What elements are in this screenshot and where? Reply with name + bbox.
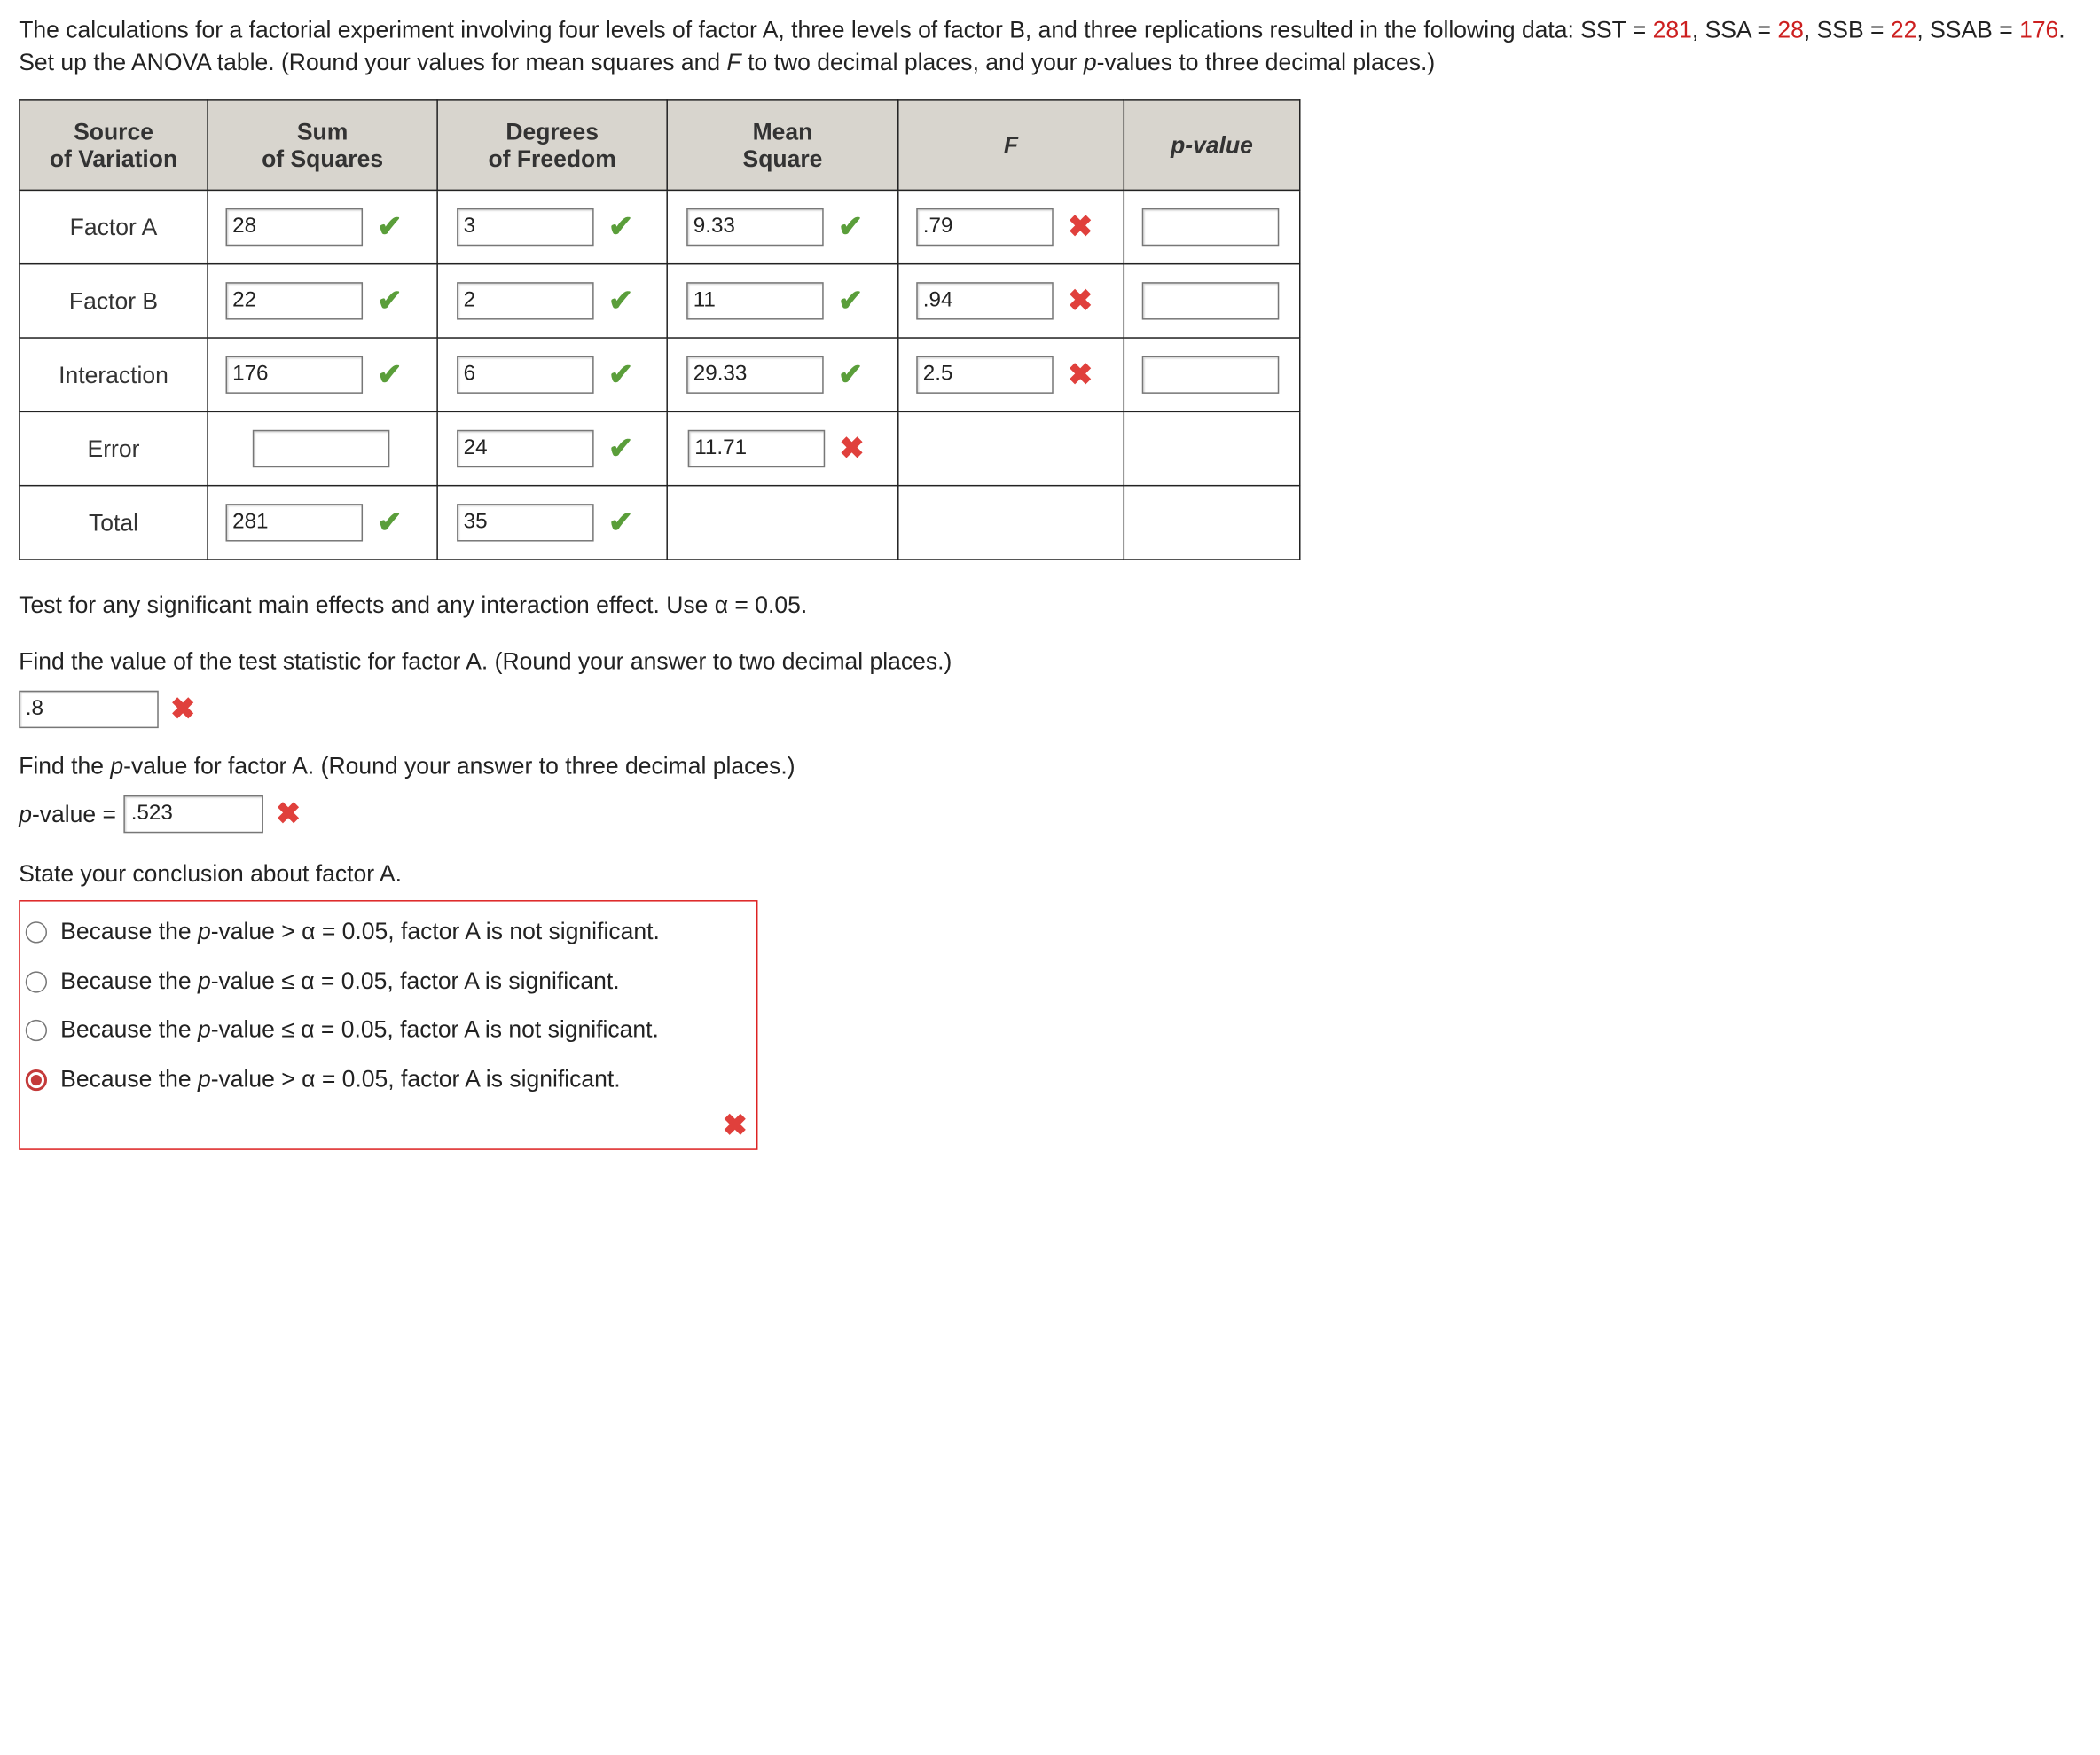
x-mark-icon: ✖ (1068, 283, 1093, 317)
question-test-statistic: Find the value of the test statistic for factor A. (Round your answer to two decimal places.) (19, 647, 952, 675)
checkmark-icon: ✔ (607, 356, 633, 391)
choice-option[interactable]: Because the p -value ≤ α = 0.05, factor A is not significant. (26, 1015, 659, 1044)
ss-input[interactable] (226, 208, 364, 246)
p-value-label: -value = (31, 800, 117, 827)
radio-button[interactable] (26, 971, 47, 992)
ssb-value: 22 (1890, 16, 1917, 43)
df-input[interactable] (457, 356, 594, 393)
ssa-value: 28 (1777, 16, 1804, 43)
header-sum-of-squares: Sum of Squares (208, 100, 437, 191)
prompt-text: , SSAB = (1916, 16, 2020, 43)
checkmark-icon: ✔ (607, 431, 633, 466)
prompt-text: The calculations for a factorial experiment involving four levels of factor A, three levels of factor B, and three replications resulted in the following data: SST = (19, 16, 1653, 43)
table-row (20, 486, 1300, 560)
row-label: Factor A (20, 190, 208, 263)
ms-input[interactable] (686, 208, 824, 246)
prompt-text: -values to three decimal places.) (1096, 48, 1436, 75)
row-label: Factor B (20, 264, 208, 338)
choice-option[interactable]: Because the p -value > α = 0.05, factor A is significant. (26, 1065, 621, 1093)
table-header-row (20, 100, 1300, 191)
row-label: Error (20, 411, 208, 485)
ss-input[interactable] (226, 356, 364, 393)
f-input[interactable] (916, 208, 1054, 246)
x-mark-icon: ✖ (170, 692, 196, 726)
p-value-input[interactable] (1142, 356, 1280, 393)
sst-value: 281 (1652, 16, 1692, 43)
header-mean-square: Mean Square (667, 100, 898, 191)
x-mark-icon: ✖ (839, 431, 865, 466)
anova-table (19, 99, 1300, 560)
ssab-value: 176 (2019, 16, 2059, 43)
question-p-value: Find the p-value for factor A. (Round your answer to three decimal places.) (19, 752, 795, 780)
checkmark-icon: ✔ (607, 505, 633, 539)
ss-input[interactable] (253, 430, 390, 467)
ms-input[interactable] (686, 356, 824, 393)
header-degrees-of-freedom: Degrees of Freedom (437, 100, 667, 191)
p-value-input[interactable] (1142, 282, 1280, 319)
prompt-text: to two decimal places, and your (740, 48, 1084, 75)
checkmark-icon: ✔ (607, 209, 633, 244)
df-input[interactable] (457, 208, 594, 246)
ms-input[interactable] (686, 282, 824, 319)
ss-input[interactable] (226, 282, 364, 319)
p-value-input[interactable] (1142, 208, 1280, 246)
prompt-text: , SSA = (1691, 16, 1778, 43)
header-f: F (898, 100, 1124, 191)
choice-option[interactable]: Because the p -value > α = 0.05, factor A is not significant. (26, 918, 660, 946)
table-row (20, 190, 1300, 263)
x-mark-icon: ✖ (722, 1108, 748, 1142)
checkmark-icon: ✔ (377, 505, 403, 539)
prompt-p: p (1083, 48, 1097, 75)
radio-button-selected[interactable] (26, 1069, 47, 1090)
checkmark-icon: ✔ (377, 356, 403, 391)
radio-button[interactable] (26, 1019, 47, 1040)
f-input[interactable] (916, 282, 1054, 319)
ms-input[interactable] (688, 430, 826, 467)
p-value-answer (19, 795, 307, 833)
checkmark-icon: ✔ (607, 283, 633, 317)
conclusion-prompt: State your conclusion about factor A. (19, 859, 403, 887)
table-row (20, 338, 1300, 411)
x-mark-icon: ✖ (1068, 356, 1093, 391)
df-input[interactable] (457, 430, 594, 467)
test-instruction: Test for any significant main effects and any interaction effect. Use α = 0.05. (19, 591, 808, 618)
row-label: Interaction (20, 338, 208, 411)
conclusion-choices (19, 900, 757, 1150)
p-value-label: p (19, 800, 32, 827)
checkmark-icon: ✔ (377, 283, 403, 317)
prompt-f: F (726, 48, 741, 75)
prompt-text: . Set up the ANOVA table. (Round your values for mean squares and (19, 16, 2065, 75)
checkmark-icon: ✔ (377, 209, 403, 244)
checkmark-icon: ✔ (838, 356, 863, 391)
row-label: Total (20, 486, 208, 560)
header-source: Source of Variation (20, 100, 208, 191)
prompt-text: , SSB = (1803, 16, 1891, 43)
x-mark-icon: ✖ (275, 796, 301, 831)
checkmark-icon: ✔ (838, 283, 863, 317)
ss-input[interactable] (226, 504, 364, 541)
f-input[interactable] (916, 356, 1054, 393)
table-row (20, 264, 1300, 338)
test-statistic-input[interactable] (19, 691, 159, 728)
table-row (20, 411, 1300, 485)
radio-button[interactable] (26, 921, 47, 943)
question-prompt (19, 13, 2088, 78)
x-mark-icon: ✖ (1068, 209, 1093, 244)
choice-option[interactable]: Because the p -value ≤ α = 0.05, factor A is significant. (26, 968, 620, 996)
checkmark-icon: ✔ (838, 209, 863, 244)
test-statistic-answer (19, 691, 201, 728)
df-input[interactable] (457, 282, 594, 319)
p-value-input[interactable] (124, 795, 264, 833)
df-input[interactable] (457, 504, 594, 541)
header-p-value: p-value (1124, 100, 1299, 191)
